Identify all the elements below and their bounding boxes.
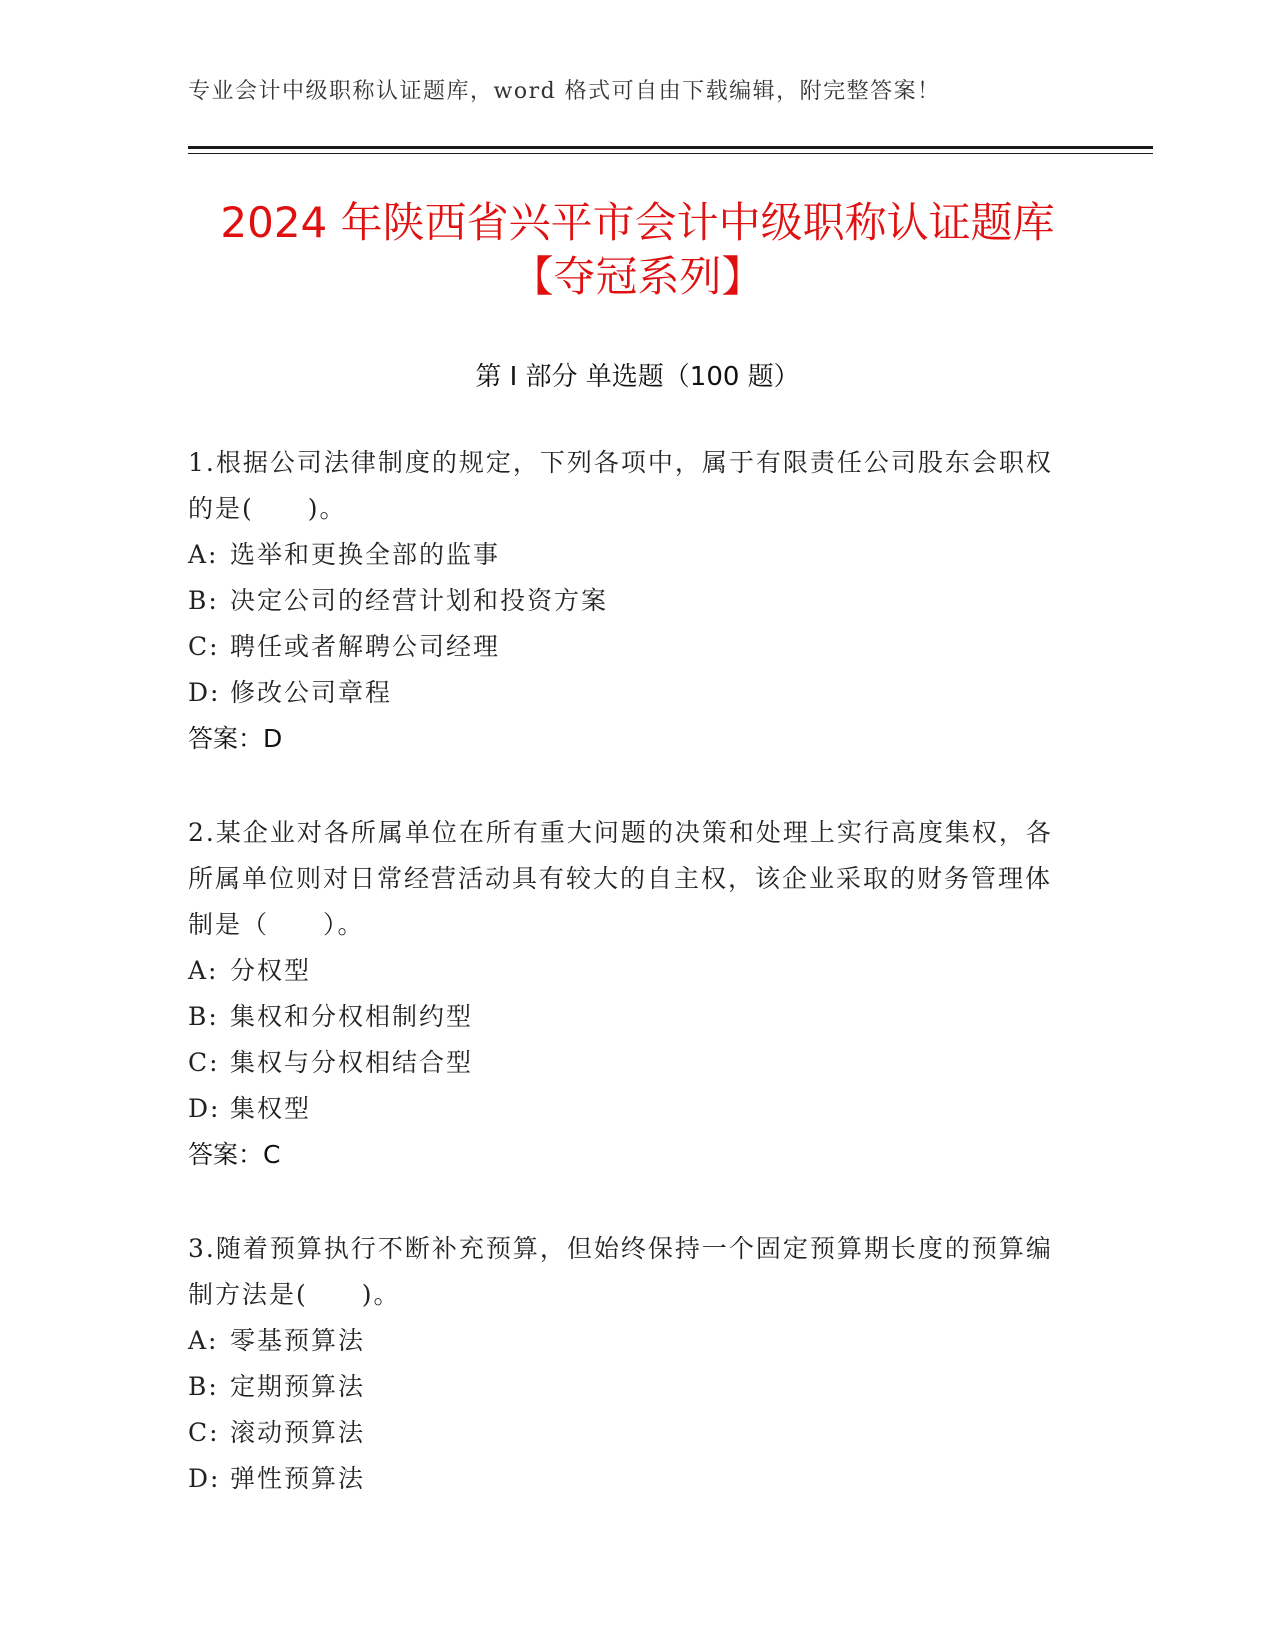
option-letter: B: — [188, 1002, 219, 1031]
option-letter: D: — [188, 1464, 221, 1493]
question-3 — [188, 1226, 1068, 1502]
question-1 — [188, 440, 1068, 762]
document-title — [150, 196, 1125, 304]
option-letter: C: — [188, 1048, 220, 1077]
option-d — [188, 670, 1068, 716]
option-a — [188, 532, 1068, 578]
option-b — [188, 994, 1068, 1040]
option-letter: A: — [188, 1326, 219, 1355]
option-b — [188, 578, 1068, 624]
option-a — [188, 1318, 1068, 1364]
question-stem: 2.某企业对各所属单位在所有重大问题的决策和处理上实行高度集权，各所属单位则对日常经营活动具有较大的自主权，该企业采取的财务管理体制是（ ）。 — [188, 818, 1053, 939]
option-d — [188, 1086, 1068, 1132]
option-letter: C: — [188, 632, 220, 661]
option-text: 决定公司的经营计划和投资方案 — [230, 586, 609, 615]
option-d — [188, 1456, 1068, 1502]
option-letter: A: — [188, 956, 219, 985]
option-c — [188, 1410, 1068, 1456]
option-letter: D: — [188, 1094, 221, 1123]
option-text: 选举和更换全部的监事 — [230, 540, 501, 569]
option-text: 集权型 — [230, 1094, 312, 1123]
answer-label: 答案：C — [188, 1140, 281, 1169]
option-letter: D: — [188, 678, 221, 707]
question-2 — [188, 810, 1068, 1178]
option-text: 零基预算法 — [230, 1326, 366, 1355]
option-letter: B: — [188, 586, 219, 615]
option-c — [188, 624, 1068, 670]
option-letter: A: — [188, 540, 219, 569]
option-text: 弹性预算法 — [230, 1464, 366, 1493]
option-text: 定期预算法 — [230, 1372, 366, 1401]
question-stem: 1.根据公司法律制度的规定，下列各项中，属于有限责任公司股东会职权的是( )。 — [188, 448, 1053, 523]
option-a — [188, 948, 1068, 994]
title-line-1: 2024 年陕西省兴平市会计中级职称认证题库 — [220, 198, 1055, 247]
header-divider-thin — [188, 153, 1153, 154]
option-text: 集权和分权相制约型 — [230, 1002, 474, 1031]
option-letter: C: — [188, 1418, 220, 1447]
section-heading: 第 I 部分 单选题（100 题） — [475, 362, 800, 392]
option-b — [188, 1364, 1068, 1410]
option-c — [188, 1040, 1068, 1086]
question-list — [188, 440, 1068, 1550]
option-text: 集权与分权相结合型 — [230, 1048, 474, 1077]
option-text: 聘任或者解聘公司经理 — [230, 632, 501, 661]
question-stem: 3.随着预算执行不断补充预算，但始终保持一个固定预算期长度的预算编制方法是( )。 — [188, 1234, 1053, 1309]
option-text: 分权型 — [230, 956, 312, 985]
header-divider-thick — [188, 146, 1153, 149]
option-letter: B: — [188, 1372, 219, 1401]
title-line-2: 【夺冠系列】 — [511, 252, 764, 301]
option-text: 滚动预算法 — [230, 1418, 366, 1447]
answer-label: 答案：D — [188, 724, 283, 753]
option-text: 修改公司章程 — [230, 678, 393, 707]
header-note: 专业会计中级职称认证题库，word 格式可自由下载编辑，附完整答案！ — [188, 79, 941, 104]
